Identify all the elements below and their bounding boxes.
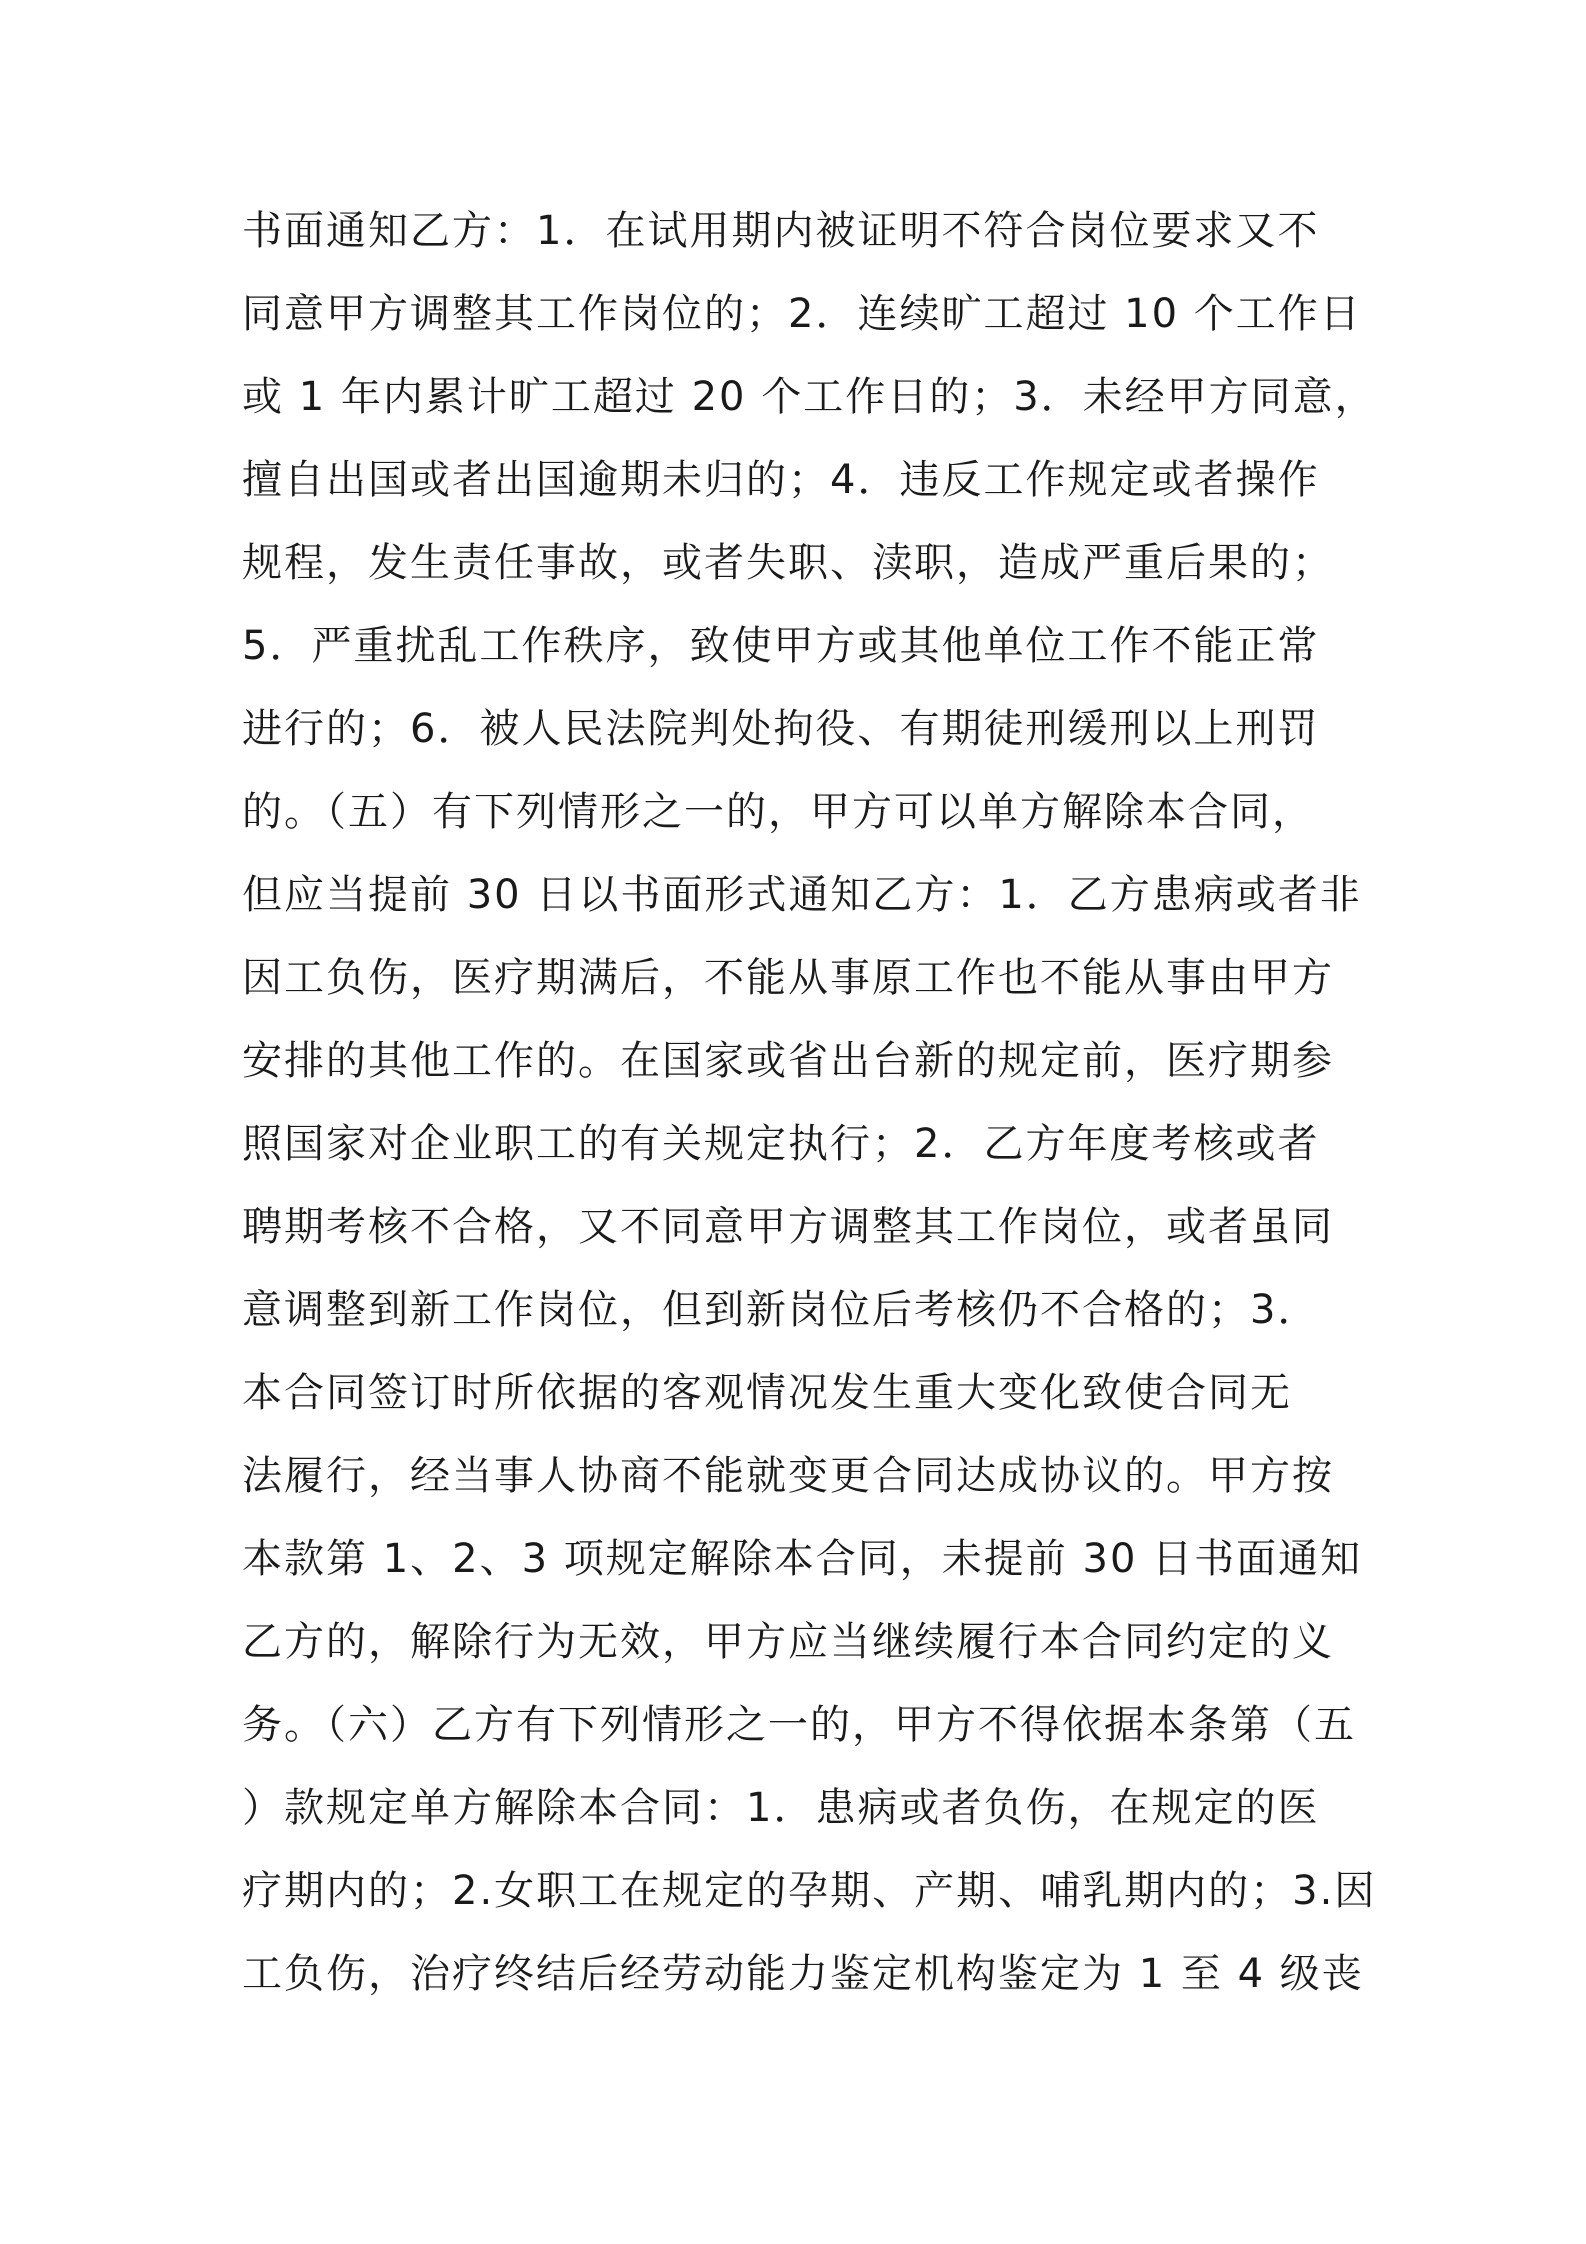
text-line: 务。（六）乙方有下列情形之一的，甲方不得依据本条第（五 [242,1702,1356,1748]
text-line: 意调整到新工作岗位，但到新岗位后考核仍不合格的；3． [242,1287,1320,1333]
text-line: 聘期考核不合格，又不同意甲方调整其工作岗位，或者虽同 [242,1204,1334,1250]
text-line: 本合同签订时所依据的客观情况发生重大变化致使合同无 [242,1370,1292,1416]
text-line: 同意甲方调整其工作岗位的；2．连续旷工超过 10 个工作日 [242,291,1362,337]
text-line: 乙方的，解除行为无效，甲方应当继续履行本合同约定的义 [242,1619,1334,1665]
text-line: 5．严重扰乱工作秩序，致使甲方或其他单位工作不能正常 [242,623,1320,669]
text-line: 工负伤，治疗终结后经劳动能力鉴定机构鉴定为 1 至 4 级丧 [242,1951,1364,1997]
text-line: 安排的其他工作的。在国家或省出台新的规定前，医疗期参 [242,1038,1334,1084]
text-line: 擅自出国或者出国逾期未归的；4．违反工作规定或者操作 [242,457,1320,503]
text-line: 的。（五）有下列情形之一的，甲方可以单方解除本合同， [242,789,1314,835]
text-line: 但应当提前 30 日以书面形式通知乙方：1．乙方患病或者非 [242,872,1362,918]
text-line: 法履行，经当事人协商不能就变更合同达成协议的。甲方按 [242,1453,1334,1499]
text-line: 或 1 年内累计旷工超过 20 个工作日的；3．未经甲方同意， [242,374,1377,420]
text-line: ）款规定单方解除本合同：1．患病或者负伤，在规定的医 [242,1785,1320,1831]
text-line: 书面通知乙方：1．在试用期内被证明不符合岗位要求又不 [242,208,1320,254]
text-line: 照国家对企业职工的有关规定执行；2．乙方年度考核或者 [242,1121,1320,1167]
text-line: 因工负伤，医疗期满后，不能从事原工作也不能从事由甲方 [242,955,1334,1001]
document-body-text [242,190,1377,2016]
text-line: 规程，发生责任事故，或者失职、渎职，造成严重后果的； [242,540,1334,586]
text-line: 进行的；6．被人民法院判处拘役、有期徒刑缓刑以上刑罚 [242,706,1320,752]
text-line: 本款第 1、2、3 项规定解除本合同，未提前 30 日书面通知 [242,1536,1363,1582]
text-line: 疗期内的；2.女职工在规定的孕期、产期、哺乳期内的；3.因 [242,1868,1377,1914]
